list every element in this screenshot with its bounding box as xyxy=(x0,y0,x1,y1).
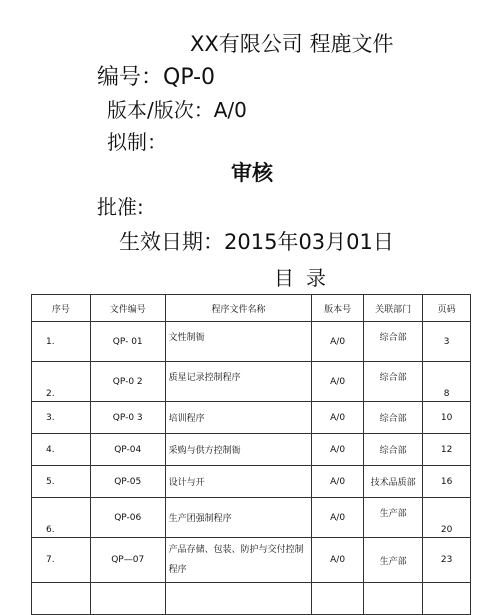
column-header-no: 序号 xyxy=(32,295,91,322)
file-code: QP- 01 xyxy=(90,322,165,362)
document-title: XX有限公司 程鹿文件 xyxy=(190,32,394,56)
document-version: 版本/版次：A/0 xyxy=(107,98,247,122)
procedure-name: 质星记录控制程序 xyxy=(165,362,312,402)
page-number: 3 xyxy=(423,322,471,362)
file-code: QP-0 3 xyxy=(90,402,165,434)
table-row xyxy=(32,362,471,402)
version-number: A/0 xyxy=(312,498,364,538)
approved-by-label: 批准: xyxy=(97,195,144,219)
row-number: 7. xyxy=(32,538,91,583)
table-row-partial xyxy=(32,583,471,615)
file-code: QP-06 xyxy=(90,498,165,538)
version-number: A/0 xyxy=(312,466,364,498)
drafted-by-label: 拟制： xyxy=(107,130,167,154)
row-number: 6. xyxy=(32,498,91,538)
table-row xyxy=(32,322,471,362)
toc-title: 目录 xyxy=(274,266,338,290)
column-header-name: 程序文件名称 xyxy=(165,295,312,322)
column-header-dept: 关联部门 xyxy=(363,295,422,322)
related-dept: 综合部 xyxy=(363,322,422,362)
version-number: A/0 xyxy=(312,538,364,583)
version-number: A/0 xyxy=(312,322,364,362)
row-number: 5. xyxy=(32,466,91,498)
column-header-page: 页码 xyxy=(423,295,471,322)
procedure-name: 采购与供方控制衙 xyxy=(165,434,312,466)
file-code: QP-0 2 xyxy=(90,362,165,402)
table-header-row xyxy=(32,295,471,322)
version-number: A/0 xyxy=(312,402,364,434)
toc-table xyxy=(31,294,471,615)
review-label: 审核 xyxy=(231,161,273,185)
row-number: 4. xyxy=(32,434,91,466)
table-row xyxy=(32,402,471,434)
related-dept: 技术品质部 xyxy=(363,466,422,498)
related-dept: 生产部 xyxy=(363,538,422,583)
row-number: 1. xyxy=(32,322,91,362)
version-number: A/0 xyxy=(312,434,364,466)
procedure-name: 生产团强制程序 xyxy=(165,498,312,538)
related-dept: 综合部 xyxy=(363,362,422,402)
page-number: 20 xyxy=(423,498,471,538)
effective-date: 生效日期：2015年03月01日 xyxy=(119,230,394,254)
file-code: QP-05 xyxy=(90,466,165,498)
column-header-version: 版本号 xyxy=(312,295,364,322)
page-number: 12 xyxy=(423,434,471,466)
file-code: QP-04 xyxy=(90,434,165,466)
row-number: 2. xyxy=(32,362,91,402)
table-row xyxy=(32,466,471,498)
procedure-name: 培训程序 xyxy=(165,402,312,434)
version-number: A/0 xyxy=(312,362,364,402)
column-header-code: 文件编号 xyxy=(90,295,165,322)
row-number: 3. xyxy=(32,402,91,434)
page-number: 8 xyxy=(423,362,471,402)
page-number: 23 xyxy=(423,538,471,583)
related-dept: 综合部 xyxy=(363,434,422,466)
table-row xyxy=(32,498,471,538)
procedure-name: 产品存储、包装、防护与交付控制程序 xyxy=(165,538,312,583)
related-dept: 综合部 xyxy=(363,402,422,434)
page-number: 16 xyxy=(423,466,471,498)
procedure-name: 文性制衙 xyxy=(165,322,312,362)
page-number: 10 xyxy=(423,402,471,434)
document-code: 编号：QP-0 xyxy=(97,65,216,90)
related-dept: 生产部 xyxy=(363,498,422,538)
procedure-name: 设计与开 xyxy=(165,466,312,498)
table-row xyxy=(32,434,471,466)
file-code: QP—07 xyxy=(90,538,165,583)
table-row xyxy=(32,538,471,583)
